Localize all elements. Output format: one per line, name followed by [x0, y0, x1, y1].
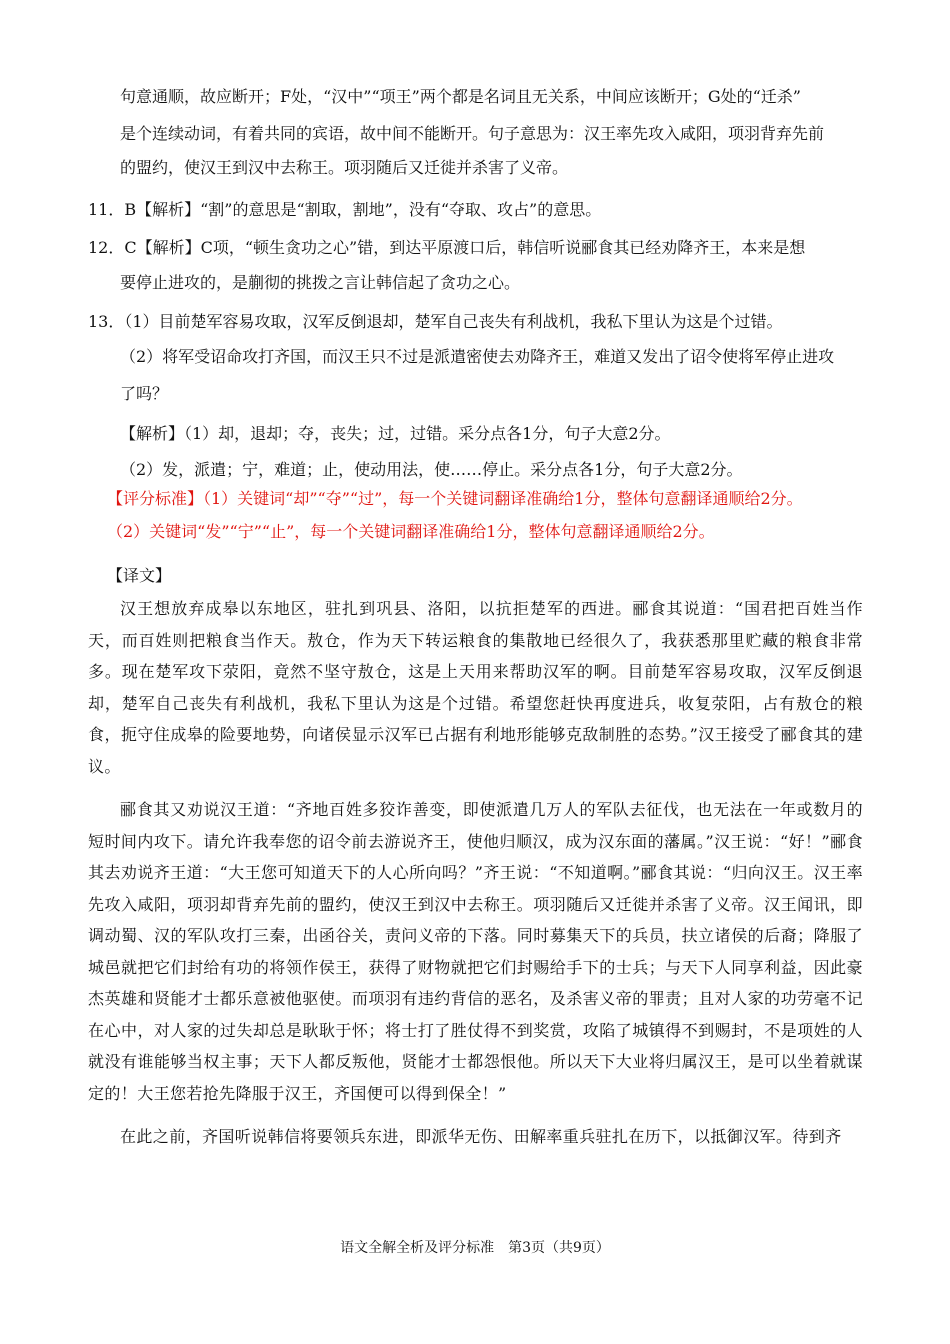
- answer-13-analysis-1: 【解析】（1）却，退却；夺，丧失；过，过错。采分点各1分，句子大意2分。: [120, 424, 671, 443]
- answer-12-line-1: 12．C【解析】C项，“顿生贪功之心”错，到达平原渡口后，韩信听说郦食其已经劝降齐王，本来是想: [88, 238, 806, 257]
- line-1: 句意通顺，故应断开；F处，“汉中”“项王”两个都是名词且无关系，中间应该断开；G处的“迁杀”: [120, 87, 801, 106]
- answer-12-line-2: 要停止进攻的，是蒯彻的挑拨之言让韩信起了贪功之心。: [120, 273, 521, 292]
- translation-paragraph-3: 在此之前，齐国听说韩信将要领兵东进，即派华无伤、田解率重兵驻扎在历下，以抵御汉军。待到齐: [120, 1127, 842, 1146]
- translation-paragraph-1: 汉王想放弃成皋以东地区，驻扎到巩县、洛阳，以抗拒楚军的西进。郦食其说道：“国君把百姓当作天，而百姓则把粮食当作天。敖仓，作为天下转运粮食的集散地已经很久了，我获悉那里贮藏的粮食非常多。现在楚军攻下荥阳，竟然不坚守敖仓，这是上天用来帮助汉军的啊。目前楚军容易攻取，汉军反倒退却，楚军自己丧失有利战机，我私下里认为这是个过错。希望您赶快再度进兵，收复荥阳，占有敖仓的粮食，扼守住成皋的险要地势，向诸侯显示汉军已占据有利地形能够克敌制胜的态势。”汉王接受了郦食其的建议。: [88, 599, 863, 776]
- answer-13-line-3: 了吗？: [120, 384, 169, 403]
- scoring-standard-2: （2）关键词“发”“宁”“止”，每一个关键词翻译准确给1分，整体句意翻译通顺给2分。: [107, 522, 715, 541]
- line-2: 是个连续动词，有着共同的宾语，故中间不能断开。句子意思为：汉王率先攻入咸阳，项羽背弃先前: [120, 124, 825, 143]
- translation-body: [88, 593, 863, 1165]
- page-footer: 语文全解全析及评分标准 第3页（共9页）: [340, 1240, 610, 1256]
- answer-13-line-2: （2）将军受诏命攻打齐国，而汉王只不过是派遣密使去劝降齐王，难道又发出了诏令使将军停止进攻: [120, 347, 835, 366]
- translation-heading: 【译文】: [107, 566, 172, 585]
- scoring-standard-1: 【评分标准】（1）关键词“却”“夺”“过”，每一个关键词翻译准确给1分，整体句意翻译通顺给2分。: [107, 489, 803, 508]
- answer-13-line-1: 13．（1）目前楚军容易攻取，汉军反倒退却，楚军自己丧失有利战机，我私下里认为这是个过错。: [88, 312, 783, 331]
- translation-paragraph-2: 郦食其又劝说汉王道：“齐地百姓多狡诈善变，即使派遣几万人的军队去征伐，也无法在一年或数月的短时间内攻下。请允许我奉您的诏令前去游说齐王，使他归顺汉，成为汉东面的藩属。”汉王说：“好！”郦食其去劝说齐王道：“大王您可知道天下的人心所向吗？”齐王说：“不知道啊。”郦食其说：“归向汉王。汉王率先攻入咸阳，项羽却背弃先前的盟约，使汉王到汉中去称王。项羽随后又迁徙并杀害了义帝。汉王闻讯，即调动蜀、汉的军队攻打三秦，出函谷关，责问义帝的下落。同时募集天下的兵员，扶立诸侯的后裔；降服了城邑就把它们封给有功的将领作侯王，获得了财物就把它们封赐给手下的士兵；与天下人同享利益，因此豪杰英雄和贤能才士都乐意被他驱使。而项羽有违约背信的恶名，及杀害义帝的罪责；且对人家的功劳毫不记在心中，对人家的过失却总是耿耿于怀；将士打了胜仗得不到奖赏，攻陷了城镇得不到赐封，不是项姓的人就没有谁能够当权主事；天下人都反叛他，贤能才士都怨恨他。所以天下大业将归属汉王，是可以坐着就谋定的！大王您若抢先降服于汉王，齐国便可以得到保全！”: [88, 800, 863, 1103]
- line-3: 的盟约，使汉王到汉中去称王。项羽随后又迁徙并杀害了义帝。: [120, 158, 569, 177]
- answer-13-analysis-2: （2）发，派遣；宁，难道；止，使动用法，使……停止。采分点各1分，句子大意2分。: [120, 460, 743, 479]
- answer-11: 11．B【解析】“割”的意思是“割取，割地”，没有“夺取、攻占”的意思。: [88, 200, 602, 219]
